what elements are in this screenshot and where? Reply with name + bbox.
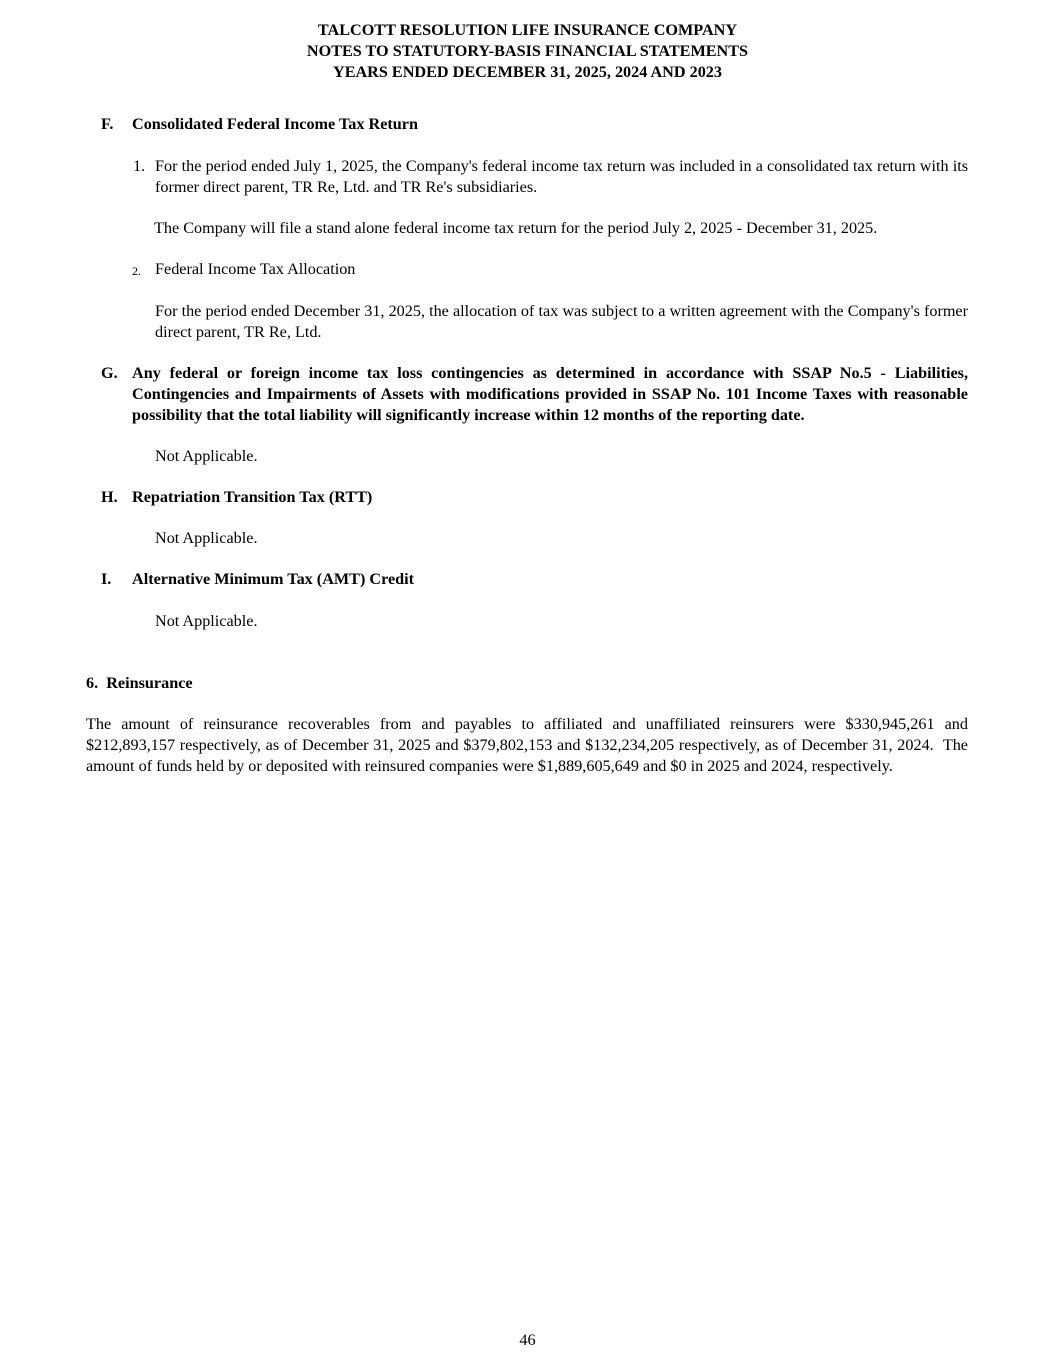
section-f-item2-text: For the period ended December 31, 2025, the allocation of tax was subject to a written agreement with the Company's former direct parent, TR Re, Ltd. <box>155 302 968 341</box>
section-f-title: Consolidated Federal Income Tax Return <box>132 115 418 133</box>
section-g-text: Not Applicable. <box>155 447 258 465</box>
section-f-item1-text: For the period ended July 1, 2025, the Company's federal income tax return was included in a consolidated tax return with its former direct parent, TR Re, Ltd. and TR Re's subsidiaries. <box>155 157 968 196</box>
section-i-title: Alternative Minimum Tax (AMT) Credit <box>132 570 415 588</box>
page-header <box>0 20 1055 83</box>
section-h-letter: H. <box>101 488 118 506</box>
section-h-title: Repatriation Transition Tax (RTT) <box>132 488 373 506</box>
header-period: YEARS ENDED DECEMBER 31, 2025, 2024 AND 2023 <box>333 63 722 81</box>
section-h-text: Not Applicable. <box>155 529 258 547</box>
section-f-item1-number: 1. <box>133 157 146 175</box>
section-i-text: Not Applicable. <box>155 612 258 630</box>
section-i-letter: I. <box>101 570 112 588</box>
section-f-item2-title: Federal Income Tax Allocation <box>155 260 356 278</box>
header-document-title: NOTES TO STATUTORY-BASIS FINANCIAL STATEMENTS <box>306 42 749 60</box>
page-number: 46 <box>519 1331 536 1349</box>
section-6-text: The amount of reinsurance recoverables from and payables to affiliated and unaffiliated reinsurers were $330,945,261 and $212,893,157 respectively, as of December 31, 2025 and $379,802,153 and $132,234,205 respectively, as of December 31, 2024. The amount of funds held by or deposited with reinsured companies were $1,889,605,649 and $0 in 2025 and 2024, respectively. <box>86 715 973 775</box>
section-g-letter: G. <box>101 364 118 382</box>
section-f-standalone-text: The Company will file a stand alone federal income tax return for the period July 2, 2025 - December 31, 2025. <box>154 219 878 237</box>
header-company-name: TALCOTT RESOLUTION LIFE INSURANCE COMPANY <box>317 21 738 39</box>
section-f-item2-number: 2. <box>132 264 141 278</box>
section-g-title: Any federal or foreign income tax loss contingencies as determined in accordance with SSAP No.5 - Liabilities, Contingencies and Impairments of Assets with modifications provided in SSAP No. 101 Income Taxes with reasonable possibility that the total liability will significantly increase within 12 months of the reporting date. <box>132 364 968 424</box>
section-f-letter: F. <box>101 115 114 133</box>
section-6-title: 6. Reinsurance <box>86 674 193 692</box>
